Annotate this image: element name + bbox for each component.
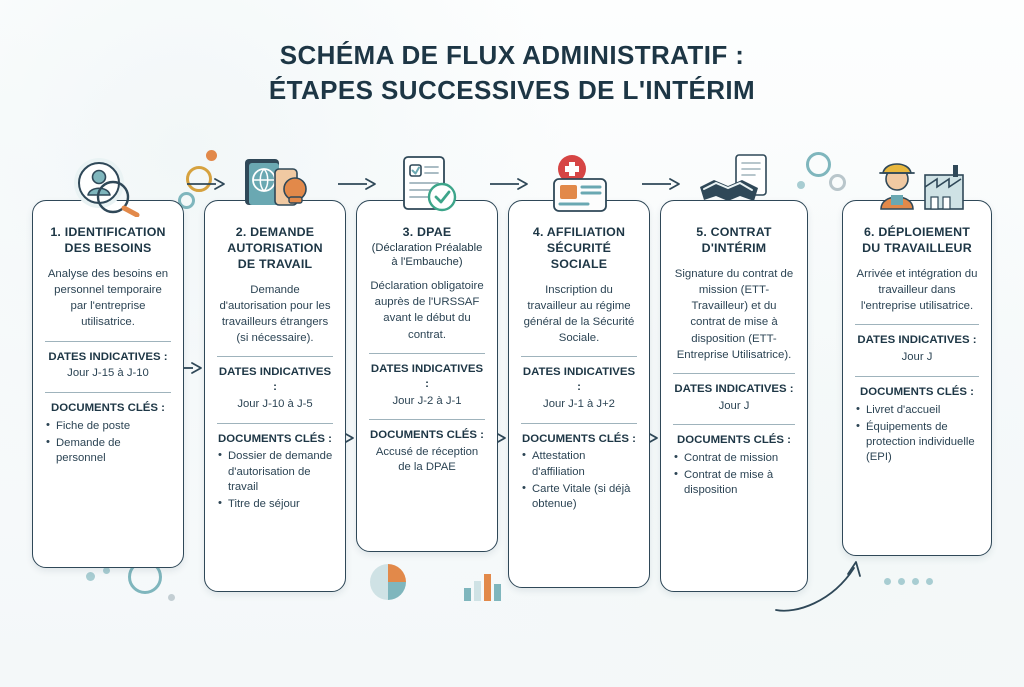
divider bbox=[45, 341, 171, 342]
decorative-dot bbox=[926, 578, 933, 585]
step-title: 3. DPAE bbox=[402, 225, 452, 239]
decorative-dot bbox=[884, 578, 891, 585]
step-title: 2. DEMANDE AUTORISATION DE TRAVAIL bbox=[227, 225, 323, 271]
step-title: 1. IDENTIFICATION DES BESOINS bbox=[50, 225, 166, 255]
dates-section bbox=[45, 350, 171, 382]
dates-heading: DATES INDICATIVES : bbox=[857, 334, 977, 347]
documents-section bbox=[521, 432, 637, 514]
documents-section bbox=[45, 401, 171, 468]
title-line-2: ÉTAPES SUCCESSIVES DE L'INTÉRIM bbox=[268, 74, 756, 105]
documents-list bbox=[673, 451, 795, 498]
dates-value: Jour J-1 à J+2 bbox=[543, 398, 615, 411]
dates-heading: DATES INDICATIVES : bbox=[370, 362, 484, 390]
list-item: • Contrat de mission bbox=[673, 451, 795, 466]
step-description: Arrivée et intégration du travailleur dans l'entreprise utilisatrice. bbox=[856, 267, 978, 313]
documents-text: Accusé de réception de la DPAE bbox=[375, 445, 479, 474]
documents-list bbox=[45, 419, 171, 466]
dates-value: Jour J bbox=[901, 351, 933, 364]
handshake-contract-icon bbox=[673, 155, 795, 217]
dates-value: Jour J-10 à J-5 bbox=[237, 398, 313, 411]
divider bbox=[217, 423, 333, 424]
dates-value: Jour J-2 à J-1 bbox=[392, 394, 462, 407]
dates-heading: DATES INDICATIVES : bbox=[218, 366, 332, 394]
pie-chart-icon bbox=[368, 562, 408, 602]
step-card-1[interactable] bbox=[32, 200, 184, 568]
list-item: • Demande de personnel bbox=[45, 436, 171, 466]
list-item: • Contrat de mise à disposition bbox=[673, 468, 795, 498]
decorative-dot bbox=[912, 578, 919, 585]
list-item: • Équipements de protection individuelle (EPI) bbox=[855, 420, 979, 465]
list-item: • Carte Vitale (si déjà obtenue) bbox=[521, 482, 637, 512]
dates-value: Jour J bbox=[718, 399, 750, 412]
documents-heading: DOCUMENTS CLÉS : bbox=[370, 429, 484, 442]
step-card-6[interactable] bbox=[842, 200, 992, 556]
worker-factory-icon bbox=[855, 155, 979, 217]
health-card-cross-icon bbox=[521, 155, 637, 217]
list-item: • Dossier de demande d'autorisation de travail bbox=[217, 449, 333, 494]
documents-section bbox=[855, 385, 979, 467]
title-line-1: SCHÉMA DE FLUX ADMINISTRATIF : bbox=[279, 40, 745, 70]
step-description: Analyse des besoins en personnel temporaire par l'entreprise utilisatrice. bbox=[47, 267, 169, 329]
step-description: Inscription du travailleur au régime général de la Sécurité Sociale. bbox=[523, 283, 635, 345]
decorative-dot bbox=[797, 181, 805, 189]
decorative-dot bbox=[206, 150, 217, 161]
divider bbox=[45, 392, 171, 393]
step-title: 5. CONTRAT D'INTÉRIM bbox=[696, 225, 772, 255]
documents-section bbox=[217, 432, 333, 514]
divider bbox=[521, 423, 637, 424]
page-title bbox=[0, 38, 1024, 107]
dates-section bbox=[673, 382, 795, 414]
dates-section bbox=[217, 365, 333, 412]
step-title: 6. DÉPLOIEMENT DU TRAVAILLEUR bbox=[862, 225, 972, 255]
step-description: Signature du contrat de mission (ETT-Travailleur) et du contrat de mise à disposition (ETT-Entreprise Utilisatrice). bbox=[674, 267, 794, 361]
step-card-5[interactable] bbox=[660, 200, 808, 592]
passport-globe-stamp-icon bbox=[217, 155, 333, 217]
decorative-dot bbox=[86, 572, 95, 581]
divider bbox=[673, 424, 795, 425]
documents-section bbox=[673, 433, 795, 500]
documents-heading: DOCUMENTS CLÉS : bbox=[218, 432, 332, 445]
divider bbox=[673, 373, 795, 374]
list-item: • Fiche de poste bbox=[45, 419, 171, 434]
step-card-2[interactable] bbox=[204, 200, 346, 592]
divider bbox=[369, 353, 485, 354]
step-subtitle: (Déclaration Préalable à l'Embauche) bbox=[371, 241, 483, 268]
documents-list bbox=[855, 403, 979, 466]
documents-heading: DOCUMENTS CLÉS : bbox=[860, 385, 974, 398]
dates-heading: DATES INDICATIVES : bbox=[48, 350, 168, 363]
gear-icon bbox=[829, 174, 846, 191]
divider bbox=[369, 419, 485, 420]
gear-icon bbox=[806, 152, 831, 177]
list-item: • Titre de séjour bbox=[217, 497, 333, 512]
decorative-dot bbox=[898, 578, 905, 585]
step-card-4[interactable] bbox=[508, 200, 650, 588]
documents-list bbox=[521, 449, 637, 512]
dates-heading: DATES INDICATIVES : bbox=[522, 366, 636, 394]
step-title: 4. AFFILIATION SÉCURITÉ SOCIALE bbox=[532, 225, 626, 271]
list-item: • Attestation d'affiliation bbox=[521, 449, 637, 479]
list-item: • Livret d'accueil bbox=[855, 403, 979, 418]
documents-heading: DOCUMENTS CLÉS : bbox=[522, 432, 636, 445]
magnifier-person-icon bbox=[45, 155, 171, 217]
documents-list bbox=[217, 449, 333, 512]
step-description: Demande d'autorisation pour les travailleurs étrangers (si nécessaire). bbox=[219, 283, 331, 345]
decorative-dot bbox=[168, 594, 175, 601]
documents-heading: DOCUMENTS CLÉS : bbox=[677, 434, 791, 447]
bar-chart-icon bbox=[462, 568, 504, 602]
document-check-icon bbox=[369, 155, 485, 217]
documents-heading: DOCUMENTS CLÉS : bbox=[51, 401, 165, 414]
divider bbox=[521, 356, 637, 357]
dates-section bbox=[369, 362, 485, 409]
dates-section bbox=[855, 333, 979, 365]
documents-section bbox=[369, 428, 485, 476]
divider bbox=[217, 356, 333, 357]
divider bbox=[855, 376, 979, 377]
dates-value: Jour J-15 à J-10 bbox=[67, 367, 149, 380]
step-description: Déclaration obligatoire auprès de l'URSSAF avant le début du contrat. bbox=[370, 280, 484, 341]
step-card-3[interactable] bbox=[356, 200, 498, 552]
dates-section bbox=[521, 365, 637, 412]
decorative-dot bbox=[103, 567, 110, 574]
dates-heading: DATES INDICATIVES : bbox=[674, 382, 794, 395]
divider bbox=[855, 324, 979, 325]
